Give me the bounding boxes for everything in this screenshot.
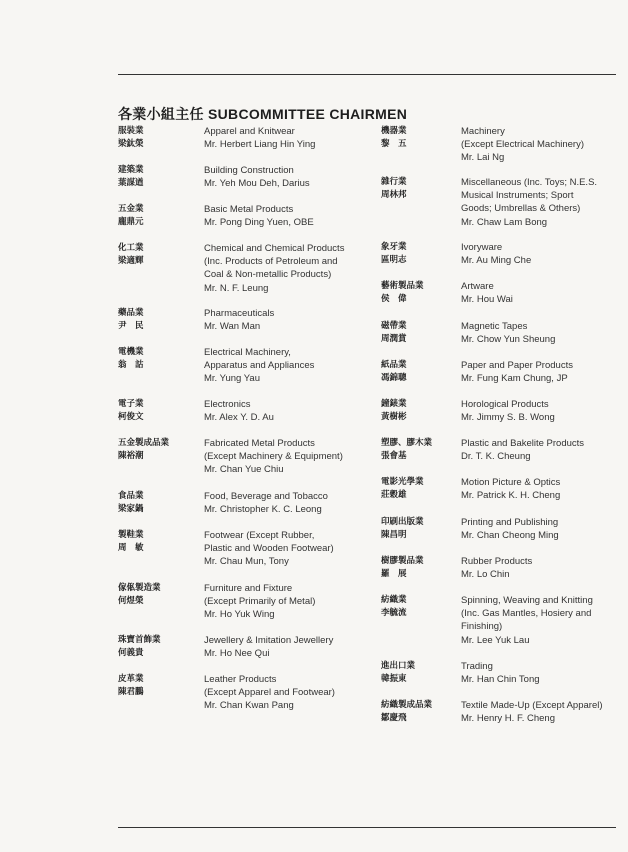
chairman-name-zh: 張會基 [381,451,407,461]
chinese-name-block [118,582,198,608]
industry-name-zh: 象牙業 [381,242,407,252]
chinese-name-block [118,398,198,424]
english-description-block [204,203,372,229]
english-description-block [204,242,372,295]
chinese-name-block [381,320,461,346]
description-line: Trading [461,661,493,672]
chairman-name-zh: 莊穀雄 [381,490,407,500]
description-line: Fabricated Metal Products [204,438,315,449]
description-line: (Inc. Gas Mantles, Hosiery and [461,608,592,620]
description-line: Musical Instruments; Sport [461,190,574,202]
chairman-name-zh: 陳君鵬 [118,687,144,697]
description-line: Plastic and Bakelite Products [461,438,585,449]
english-description-block [204,582,372,622]
english-description-block [461,476,628,502]
description-line: (Inc. Products of Petroleum and [204,256,338,268]
description-line: Finishing) [461,621,503,633]
description-line: Goods; Umbrellas & Others) [461,203,581,215]
description-line: Food, Beverage and Tobacco [204,491,328,502]
chinese-name-block [118,437,198,463]
description-line: Leather Products [204,674,277,685]
english-description-block [204,398,372,424]
description-line: Mr. Chaw Lam Bong [461,216,548,228]
description-line: Printing and Publishing [461,517,559,528]
description-line: Paper and Paper Products [461,360,573,371]
english-description-block [461,359,628,385]
description-line: Mr. Pong Ding Yuen, OBE [204,217,314,229]
industry-name-zh: 印刷出版業 [381,517,424,527]
chinese-name-block [381,660,461,686]
chairman-name-zh: 周林邦 [381,190,407,200]
description-line: Mr. Chow Yun Sheung [461,334,556,346]
chinese-name-block [118,634,198,660]
industry-name-zh: 紙品業 [381,360,407,370]
chinese-name-block [381,437,461,463]
description-line: Mr. Patrick K. H. Cheng [461,490,561,502]
description-line: Spinning, Weaving and Knitting [461,595,593,606]
chairman-name-zh: 葉謀遒 [118,178,144,188]
chinese-name-block [381,359,461,385]
description-line: (Except Electrical Machinery) [461,139,585,151]
description-line: Mr. Hou Wai [461,294,513,306]
english-description-block [461,125,628,165]
industry-name-zh: 化工業 [118,243,144,253]
industry-name-zh: 電機業 [118,347,144,357]
english-description-block [204,346,372,386]
english-description-block [204,307,372,333]
description-line: Electrical Machinery, [204,347,291,358]
chairman-name-zh: 翁 詁 [118,360,144,370]
chairman-name-zh: 羅 展 [381,569,407,579]
english-description-block [461,594,628,647]
description-line: Mr. Au Ming Che [461,255,532,267]
chinese-name-block [118,164,198,190]
chairman-name-zh: 馮錦聰 [381,373,407,383]
industry-name-zh: 傢俬製造業 [118,583,161,593]
industry-name-zh: 電子業 [118,399,144,409]
english-description-block [461,660,628,686]
chairman-name-zh: 韓振東 [381,674,407,684]
chairman-name-zh: 侯 偉 [381,294,407,304]
description-line: Mr. Chan Kwan Pang [204,700,294,712]
description-line: Furniture and Fixture [204,583,293,594]
chinese-name-block [381,125,461,151]
description-line: Rubber Products [461,556,533,567]
description-line: Pharmaceuticals [204,308,275,319]
industry-name-zh: 樹膠製品業 [381,556,424,566]
chairman-name-zh: 龐鼎元 [118,217,144,227]
industry-name-zh: 珠寶首飾業 [118,635,161,645]
chairman-name-zh: 周潤賞 [381,334,407,344]
industry-name-zh: 紡織業 [381,595,407,605]
description-line: Artware [461,281,494,292]
description-line: Plastic and Wooden Footwear) [204,543,334,555]
description-line: Mr. Yeh Mou Deh, Darius [204,178,310,190]
english-description-block [461,398,628,424]
chairman-name-zh: 李毓流 [381,608,407,618]
chinese-name-block [118,203,198,229]
description-line: Footwear (Except Rubber, [204,530,315,541]
english-description-block [204,125,372,151]
description-line: Mr. Han Chin Tong [461,674,540,686]
chairman-name-zh: 周 敏 [118,543,144,553]
chairman-name-zh: 梁鈦榮 [118,139,144,149]
industry-name-zh: 磁帶業 [381,321,407,331]
description-line: Apparatus and Appliances [204,360,315,372]
chairman-name-zh: 梁家鍋 [118,504,144,514]
english-description-block [204,634,372,660]
english-description-block [461,516,628,542]
english-description-block [204,490,372,516]
description-line: Textile Made-Up (Except Apparel) [461,700,603,711]
chairman-name-zh: 陳昌明 [381,530,407,540]
english-description-block [461,280,628,306]
top-rule [118,74,616,75]
description-line: Mr. N. F. Leung [204,282,269,294]
chinese-name-block [381,555,461,581]
description-line: (Except Primarily of Metal) [204,596,316,608]
description-line: Horological Products [461,399,549,410]
chinese-name-block [118,346,198,372]
english-description-block [461,320,628,346]
industry-name-zh: 進出口業 [381,661,416,671]
industry-name-zh: 雜行業 [381,177,407,187]
english-description-block [204,529,372,569]
description-line: Apparel and Knitwear [204,126,295,137]
industry-name-zh: 藝術製品業 [381,281,424,291]
description-line: Mr. Jimmy S. B. Wong [461,412,555,424]
chairman-name-zh: 何義貴 [118,648,144,658]
chairman-name-zh: 黃樹彬 [381,412,407,422]
chinese-name-block [381,516,461,542]
description-line: (Except Apparel and Footwear) [204,687,335,699]
english-description-block [204,437,372,477]
description-line: Basic Metal Products [204,204,294,215]
bottom-rule [118,827,616,828]
description-line: Coal & Non-metallic Products) [204,269,332,281]
description-line: Building Construction [204,165,294,176]
industry-name-zh: 食品業 [118,491,144,501]
description-line: Machinery [461,126,505,137]
description-line: Mr. Chau Mun, Tony [204,556,289,568]
chinese-name-block [381,280,461,306]
chairman-name-zh: 黎 五 [381,139,407,149]
description-line: Mr. Chan Cheong Ming [461,530,559,542]
chinese-name-block [118,125,198,151]
english-description-block [204,673,372,713]
industry-name-zh: 藥品業 [118,308,144,318]
english-description-block [461,241,628,267]
description-line: Jewellery & Imitation Jewellery [204,635,334,646]
description-line: Mr. Ho Yuk Wing [204,609,275,621]
english-description-block [461,437,628,463]
english-description-block [461,176,628,229]
chinese-name-block [381,476,461,502]
industry-name-zh: 機器業 [381,126,407,136]
chinese-name-block [381,699,461,725]
description-line: Mr. Herbert Liang Hin Ying [204,139,316,151]
chinese-name-block [381,241,461,267]
chairman-name-zh: 何煜榮 [118,596,144,606]
industry-name-zh: 鐘錶業 [381,399,407,409]
industry-name-zh: 電影光學業 [381,477,424,487]
description-line: Mr. Ho Nee Qui [204,648,270,660]
industry-name-zh: 皮革業 [118,674,144,684]
description-line: Ivoryware [461,242,503,253]
description-line: Magnetic Tapes [461,321,528,332]
english-description-block [461,699,628,725]
description-line: Mr. Lee Yuk Lau [461,634,530,646]
chinese-name-block [118,673,198,699]
chairman-name-zh: 陳裕潮 [118,451,144,461]
chinese-name-block [381,594,461,620]
english-description-block [204,164,372,190]
description-line: (Except Machinery & Equipment) [204,451,343,463]
chairman-name-zh: 柯俊文 [118,412,144,422]
industry-name-zh: 塑膠、膠木業 [381,438,433,448]
chairman-name-zh: 鄒慶飛 [381,713,407,723]
english-description-block [461,555,628,581]
description-line: Chemical and Chemical Products [204,243,345,254]
industry-name-zh: 製鞋業 [118,530,144,540]
description-line: Miscellaneous (Inc. Toys; N.E.S. [461,177,598,188]
chairman-name-zh: 尹 民 [118,321,144,331]
industry-name-zh: 五金業 [118,204,144,214]
chinese-name-block [118,242,198,268]
description-line: Mr. Lai Ng [461,152,505,164]
industry-name-zh: 五金製成品業 [118,438,170,448]
chairman-name-zh: 區明志 [381,255,407,265]
industry-name-zh: 服裝業 [118,126,144,136]
description-line: Mr. Alex Y. D. Au [204,412,274,424]
description-line: Mr. Yung Yau [204,373,260,385]
chinese-name-block [118,490,198,516]
description-line: Motion Picture & Optics [461,477,561,488]
description-line: Dr. T. K. Cheung [461,451,531,463]
description-line: Mr. Christopher K. C. Leong [204,504,322,516]
industry-name-zh: 紡織製成品業 [381,700,433,710]
chinese-name-block [118,307,198,333]
description-line: Mr. Wan Man [204,321,261,333]
chinese-name-block [381,176,461,202]
industry-name-zh: 建築業 [118,165,144,175]
chinese-name-block [118,529,198,555]
description-line: Mr. Henry H. F. Cheng [461,713,555,725]
chinese-name-block [381,398,461,424]
description-line: Mr. Lo Chin [461,569,510,581]
page-heading: 各業小組主任 SUBCOMMITTEE CHAIRMEN [118,106,408,122]
description-line: Mr. Fung Kam Chung, JP [461,373,568,385]
description-line: Mr. Chan Yue Chiu [204,464,284,476]
description-line: Electronics [204,399,251,410]
chairman-name-zh: 梁適輝 [118,256,144,266]
